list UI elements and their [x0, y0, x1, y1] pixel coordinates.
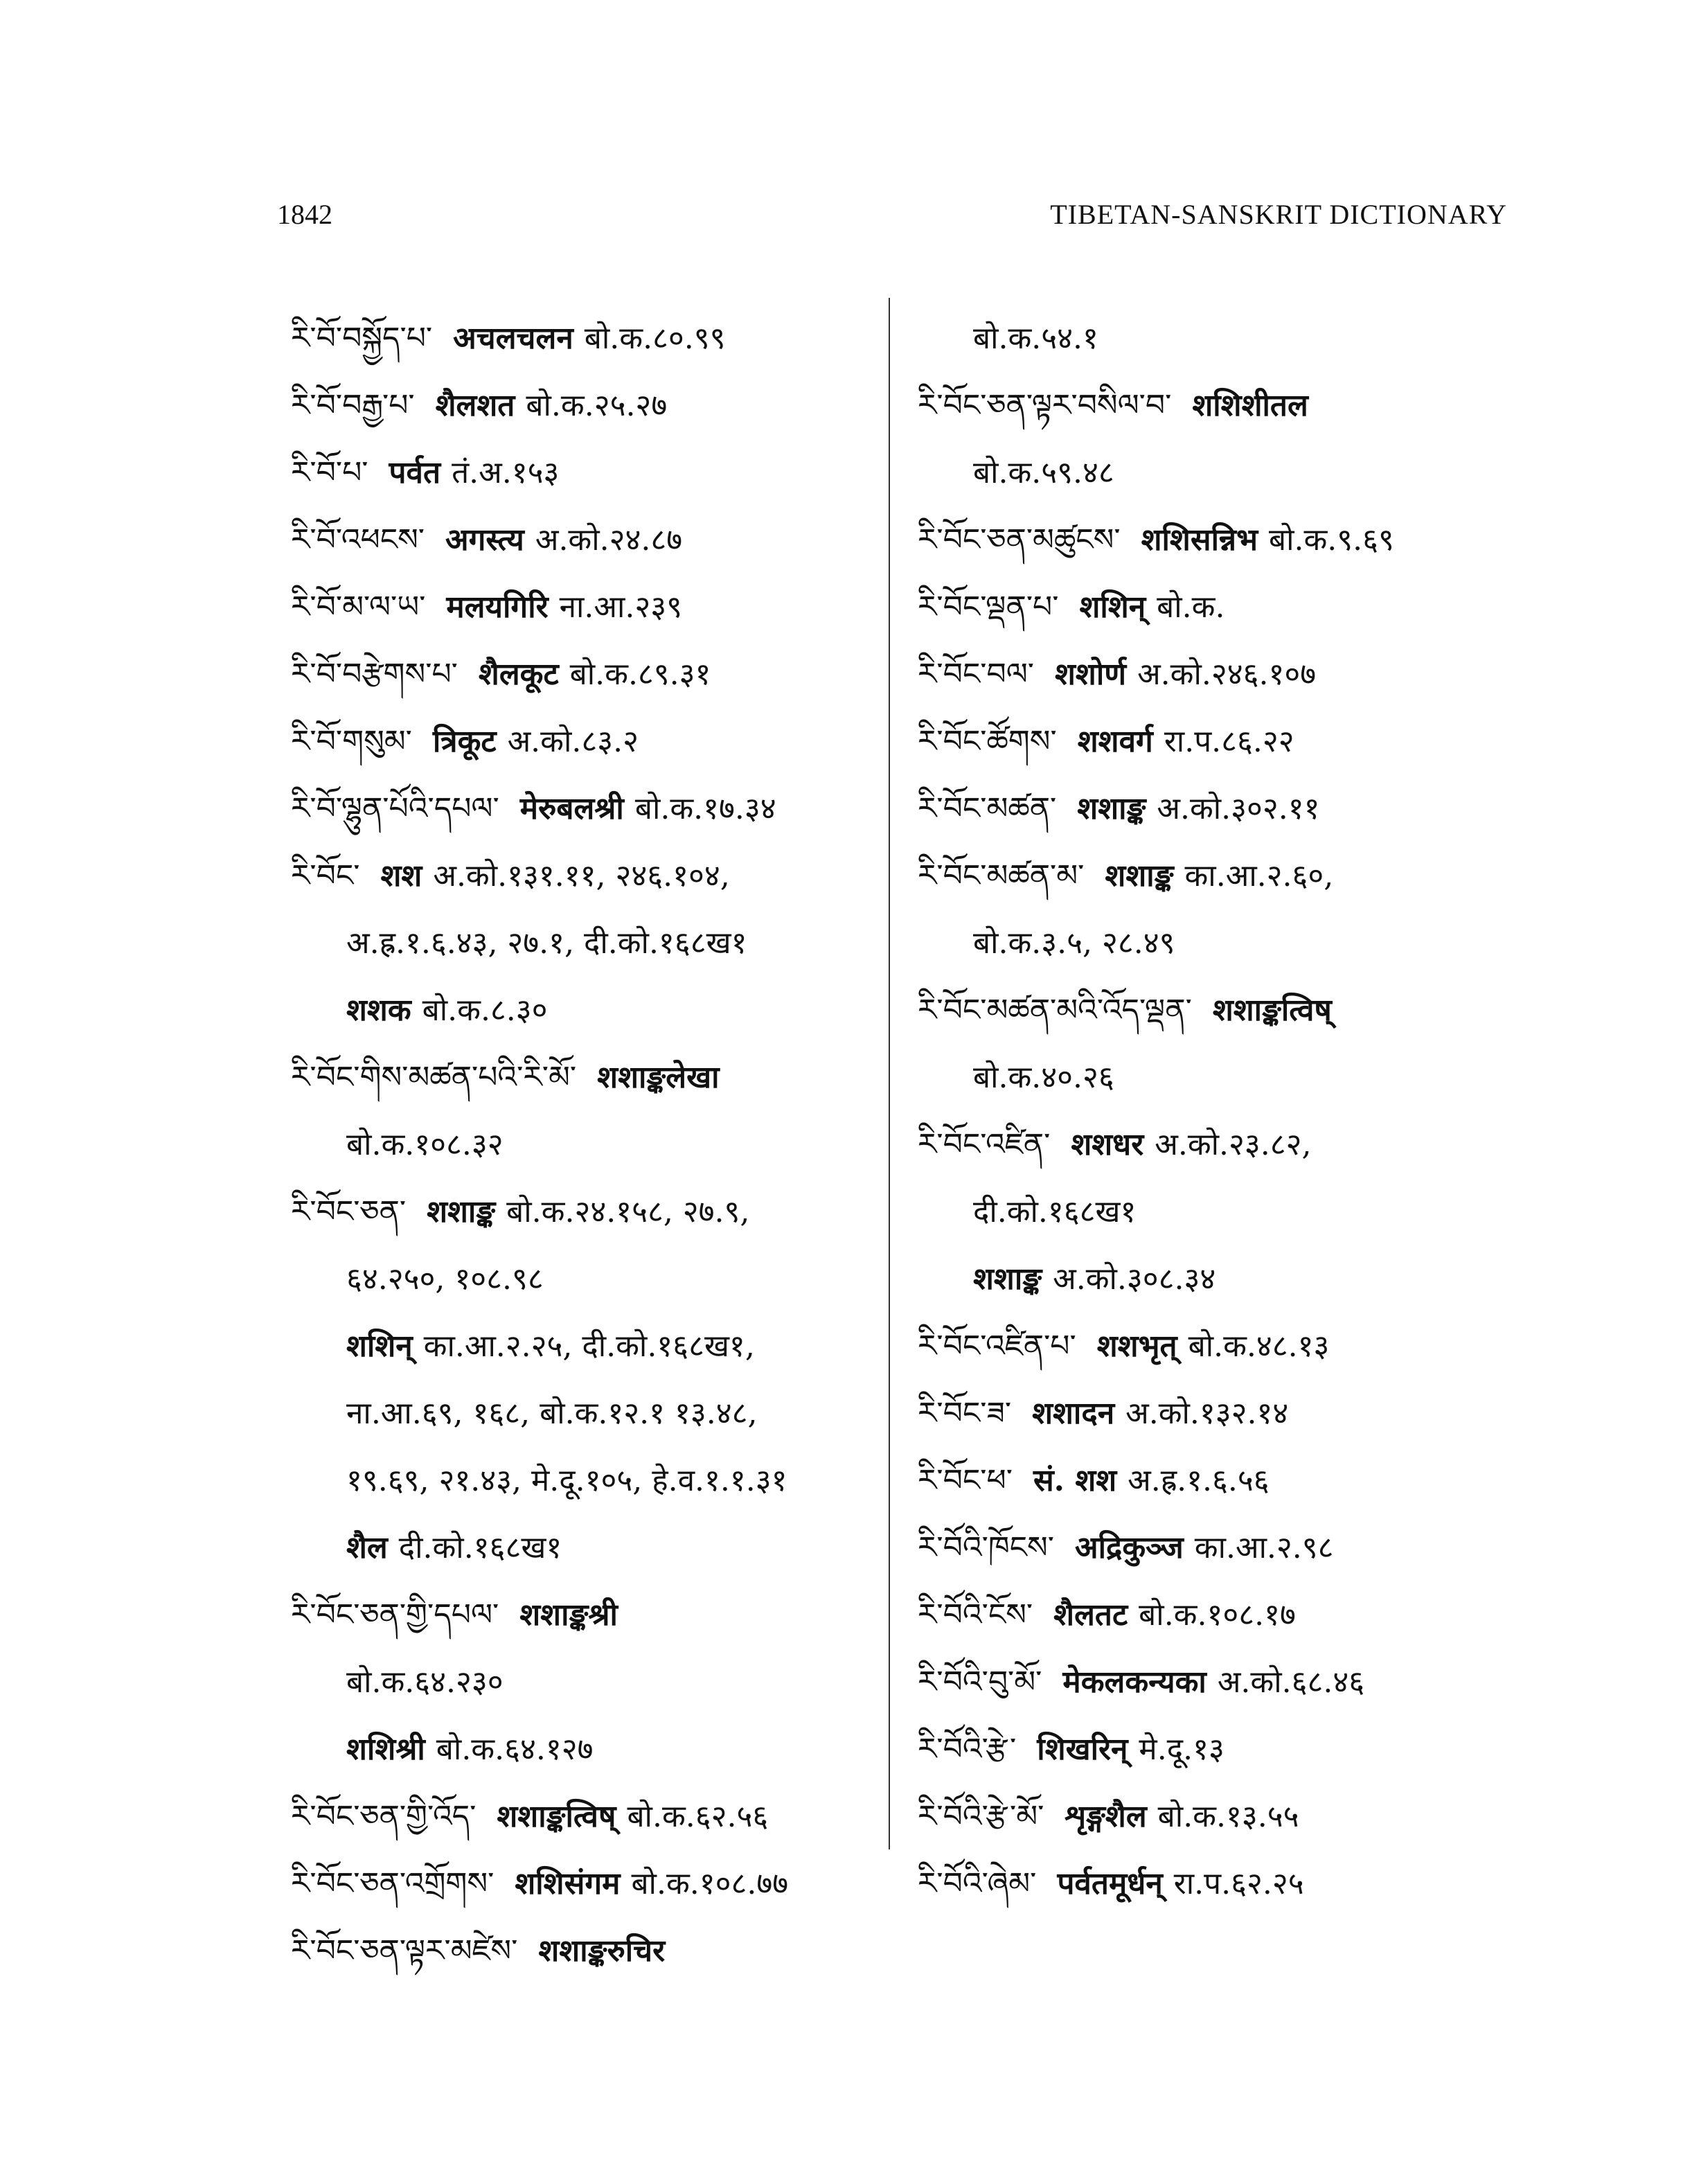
- tibetan-headword: རི་བོང་ཚོགས་: [918, 724, 1057, 759]
- dictionary-entry: [918, 842, 1541, 909]
- tibetan-headword: རི་བོ་བརྒྱ་པ་: [291, 388, 415, 423]
- sanskrit-equivalent: शशभृत्: [1096, 1329, 1177, 1364]
- tibetan-headword: རི་བོང་ཅན་འགྲོགས་: [291, 1866, 495, 1901]
- tibetan-headword: རི་བོང་ཅན་ལྟར་མཛེས་: [291, 1933, 518, 1969]
- sanskrit-equivalent: शशोर्ण: [1055, 657, 1127, 692]
- dictionary-entry: [918, 506, 1541, 574]
- dictionary-entry: [291, 842, 873, 909]
- source-reference: बो.क.८.३०: [422, 993, 548, 1028]
- tibetan-headword: རི་བོང་ཅན་གྱི་དཔལ་: [291, 1597, 499, 1633]
- entry-continuation-line: [291, 1245, 873, 1313]
- column-divider: [889, 298, 890, 1849]
- source-reference: अ.को.१३१.११, २४६.१०४,: [433, 858, 730, 894]
- source-reference: मे.दू.१३: [1139, 1732, 1224, 1767]
- sanskrit-equivalent: शैलकूट: [478, 657, 559, 692]
- entry-continuation-line: [918, 1245, 1541, 1313]
- sanskrit-equivalent: शैल: [346, 1530, 388, 1565]
- sanskrit-equivalent: शशाङ्क: [973, 1261, 1042, 1297]
- source-reference: ६४.२५०, १०८.९८: [346, 1261, 544, 1297]
- tibetan-headword: རི་བོང་མཚན་མའི་འོད་ལྡན་: [918, 993, 1192, 1028]
- source-reference: का.आ.२.२५, दी.को.१६८ख१,: [423, 1329, 755, 1364]
- source-reference: अ.को.३०८.३४: [1053, 1261, 1216, 1297]
- tibetan-headword: རི་བོང་ཅན་མཚུངས་: [918, 522, 1121, 558]
- entry-continuation-line: [918, 1178, 1541, 1245]
- sanskrit-equivalent: शशवर्ग: [1077, 724, 1153, 759]
- source-reference: अ.को.८३.२: [507, 724, 639, 759]
- dictionary-entry: [291, 574, 873, 641]
- tibetan-headword: རི་བོའི་རྩེ་: [918, 1732, 1017, 1767]
- sanskrit-equivalent: शिखरिन्: [1037, 1732, 1128, 1767]
- sanskrit-equivalent: शश: [380, 858, 422, 894]
- source-reference: बो.क.३.५, २८.४९: [973, 925, 1175, 961]
- dictionary-entry: [918, 574, 1541, 641]
- tibetan-headword: རི་བོང་མཚན་: [918, 791, 1057, 826]
- dictionary-entry: [291, 1783, 873, 1850]
- source-reference: बो.क.: [1157, 589, 1225, 625]
- entry-continuation-line: [291, 1649, 873, 1716]
- tibetan-headword: རི་བོ་མ་ལ་ཡ་: [291, 589, 426, 625]
- tibetan-headword: རི་བོང་ཟ་: [918, 1396, 1012, 1431]
- dictionary-entry: [918, 1716, 1541, 1783]
- source-reference: अ.को.६८.४६: [1217, 1664, 1365, 1700]
- dictionary-entry: [918, 1649, 1541, 1716]
- source-reference: बो.क.१७.३४: [634, 791, 776, 826]
- source-reference: अ.को.२४६.१०७: [1137, 657, 1317, 692]
- dictionary-entry: [918, 1850, 1541, 1917]
- source-reference: अ.ह्र.१.६.४३, २७.१, दी.को.१६८ख१: [346, 925, 747, 961]
- source-reference: ना.आ.६९, १६८, बो.क.१२.१ १३.४८,: [346, 1396, 758, 1431]
- source-reference: अ.को.३०२.११: [1157, 791, 1320, 826]
- tibetan-headword: རི་བོའི་ཞེམ་: [918, 1866, 1037, 1901]
- dictionary-entry: [291, 439, 873, 506]
- sanskrit-equivalent: शशक: [346, 993, 411, 1028]
- dictionary-entry: [291, 708, 873, 775]
- dictionary-entry: [291, 372, 873, 439]
- tibetan-headword: རི་བོའི་བུ་མོ་: [918, 1664, 1042, 1700]
- dictionary-entry: [291, 1581, 873, 1649]
- sanskrit-equivalent: शशिसन्निभ: [1141, 522, 1258, 558]
- entry-continuation-line: [291, 977, 873, 1044]
- tibetan-headword: རི་བོང་མཚན་མ་: [918, 858, 1085, 894]
- source-reference: दी.को.१६८ख१: [973, 1194, 1137, 1229]
- left-column: [291, 305, 873, 1985]
- sanskrit-equivalent: मेरुबलश्री: [519, 791, 624, 826]
- sanskrit-equivalent: मेकलकन्यका: [1062, 1664, 1206, 1700]
- dictionary-entry: [918, 1581, 1541, 1649]
- source-reference: बो.क.५४.१: [973, 321, 1098, 356]
- source-reference: रा.प.८६.२२: [1164, 724, 1294, 759]
- source-reference: अ.को.१३२.१४: [1125, 1396, 1289, 1431]
- source-reference: बो.क.४०.२६: [973, 1060, 1114, 1095]
- sanskrit-equivalent: पर्वतमूर्धन्: [1057, 1866, 1163, 1901]
- page-number: 1842: [277, 199, 332, 230]
- dictionary-entry: [918, 1313, 1541, 1380]
- source-reference: तं.अ.१५३: [452, 455, 560, 490]
- source-reference: बो.क.८९.३१: [569, 657, 711, 692]
- tibetan-headword: རི་བོ་འཕངས་: [291, 522, 425, 558]
- entry-continuation-line: [291, 1111, 873, 1178]
- tibetan-headword: རི་བོའི་རྩེ་མོ་: [918, 1799, 1044, 1834]
- sanskrit-equivalent: शशाङ्क: [1105, 858, 1174, 894]
- entry-continuation-line: [291, 1380, 873, 1447]
- source-reference: अ.को.२३.८२,: [1155, 1127, 1312, 1162]
- sanskrit-equivalent: शशिश्री: [346, 1732, 425, 1767]
- source-reference: बो.क.५९.४८: [973, 455, 1114, 490]
- dictionary-entry: [918, 1447, 1541, 1514]
- entry-continuation-line: [918, 1044, 1541, 1111]
- tibetan-headword: རི་བོ་གསུམ་: [291, 724, 412, 759]
- tibetan-headword: རི་བོང་ཅན་: [291, 1194, 407, 1229]
- sanskrit-equivalent: शैलतट: [1053, 1597, 1128, 1633]
- sanskrit-equivalent: शशिसंगम: [515, 1866, 621, 1901]
- sanskrit-equivalent: शशाङ्कत्विष्: [1212, 993, 1332, 1028]
- dictionary-entry: [291, 506, 873, 574]
- dictionary-entry: [918, 1514, 1541, 1581]
- sanskrit-equivalent: शशिन्: [1079, 589, 1146, 625]
- source-reference: दी.को.१६८ख१: [398, 1530, 562, 1565]
- dictionary-entry: [291, 775, 873, 842]
- source-reference: का.आ.२.९८: [1194, 1530, 1334, 1565]
- sanskrit-equivalent: शैलशत: [435, 388, 515, 423]
- sanskrit-equivalent: शशाङ्कलेखा: [597, 1060, 720, 1095]
- sanskrit-equivalent: त्रिकूट: [432, 724, 497, 759]
- sanskrit-equivalent: शृङ्गशैल: [1065, 1799, 1147, 1834]
- dictionary-entry: [918, 1783, 1541, 1850]
- entry-continuation-line: [291, 1716, 873, 1783]
- dictionary-entry: [918, 641, 1541, 708]
- source-reference: बो.क.६४.१२७: [436, 1732, 594, 1767]
- sanskrit-equivalent: शशिन्: [346, 1329, 413, 1364]
- tibetan-headword: རི་བོ་བསྐྱོད་པ་: [291, 321, 433, 356]
- sanskrit-equivalent: शशाङ्कश्री: [519, 1597, 618, 1633]
- source-reference: बो.क.२५.२७: [526, 388, 668, 423]
- entry-continuation-line: [918, 305, 1541, 372]
- source-reference: बो.क.९.६९: [1269, 522, 1394, 558]
- source-reference: अ.ह्र.१.६.५६: [1128, 1463, 1270, 1498]
- dictionary-entry: [918, 708, 1541, 775]
- sanskrit-equivalent: शशाङ्करुचिर: [538, 1933, 666, 1969]
- tibetan-headword: རི་བོང་ཕ་: [918, 1463, 1013, 1498]
- source-reference: बो.क.८०.९९: [584, 321, 726, 356]
- tibetan-headword: རི་བོ་པ་: [291, 455, 368, 490]
- sanskrit-equivalent: शशधर: [1071, 1127, 1144, 1162]
- source-reference: का.आ.२.६०,: [1184, 858, 1334, 894]
- sanskrit-equivalent: अचलचलन: [453, 321, 573, 356]
- entry-continuation-line: [918, 439, 1541, 506]
- dictionary-entry: [291, 641, 873, 708]
- sanskrit-equivalent: सं. शश: [1033, 1463, 1117, 1498]
- source-reference: बो.क.१०८.३२: [346, 1127, 504, 1162]
- dictionary-entry: [918, 775, 1541, 842]
- source-reference: बो.क.६४.२३०: [346, 1664, 504, 1700]
- dictionary-entry: [291, 305, 873, 372]
- dictionary-entry: [291, 1044, 873, 1111]
- right-column: [918, 305, 1541, 1917]
- dictionary-entry: [918, 977, 1541, 1044]
- entry-continuation-line: [291, 1313, 873, 1380]
- running-head-title: TIBETAN-SANSKRIT DICTIONARY: [1050, 199, 1507, 230]
- dictionary-entry: [291, 1850, 873, 1917]
- tibetan-headword: རི་བོའི་ངོས་: [918, 1597, 1033, 1633]
- sanskrit-equivalent: मलयगिरि: [446, 589, 549, 625]
- tibetan-headword: རི་བོང་གིས་མཚན་པའི་རི་མོ་: [291, 1060, 577, 1095]
- sanskrit-equivalent: शशिशीतल: [1192, 388, 1308, 423]
- sanskrit-equivalent: अद्रिकुञ्ज: [1074, 1530, 1184, 1565]
- sanskrit-equivalent: शशादन: [1032, 1396, 1115, 1431]
- source-reference: बो.क.४८.१३: [1188, 1329, 1330, 1364]
- tibetan-headword: རི་བོང་ཅན་ལྟར་བསིལ་བ་: [918, 388, 1172, 423]
- dictionary-entry: [918, 1111, 1541, 1178]
- sanskrit-equivalent: शशाङ्क: [427, 1194, 496, 1229]
- source-reference: बो.क.२४.१५८, २७.९,: [506, 1194, 750, 1229]
- entry-continuation-line: [291, 909, 873, 977]
- sanskrit-equivalent: शशाङ्क: [1077, 791, 1146, 826]
- tibetan-headword: རི་བོང་ཅན་གྱི་འོད་: [291, 1799, 477, 1834]
- tibetan-headword: རི་བོང་ལྡན་པ་: [918, 589, 1059, 625]
- dictionary-entry: [918, 1380, 1541, 1447]
- tibetan-headword: རི་བོའི་ཁོངས་: [918, 1530, 1054, 1565]
- source-reference: रा.प.६२.२५: [1173, 1866, 1304, 1901]
- source-reference: ना.आ.२३९: [559, 589, 682, 625]
- sanskrit-equivalent: शशाङ्कत्विष्: [497, 1799, 616, 1834]
- source-reference: बो.क.६२.५६: [627, 1799, 769, 1834]
- tibetan-headword: རི་བོང་འཛིན་: [918, 1127, 1051, 1162]
- tibetan-headword: རི་བོང་: [291, 858, 360, 894]
- tibetan-headword: རི་བོང་འཛིན་པ་: [918, 1329, 1076, 1364]
- tibetan-headword: རི་བོ་ལྷུན་པོའི་དཔལ་: [291, 791, 499, 826]
- sanskrit-equivalent: पर्वत: [389, 455, 441, 490]
- entry-continuation-line: [291, 1447, 873, 1514]
- source-reference: १९.६९, २१.४३, मे.दू.१०५, हे.व.१.१.३१: [346, 1463, 787, 1498]
- dictionary-entry: [291, 1178, 873, 1245]
- sanskrit-equivalent: अगस्त्य: [445, 522, 524, 558]
- source-reference: बो.क.१०८.७७: [631, 1866, 789, 1901]
- dictionary-entry: [918, 372, 1541, 439]
- source-reference: बो.क.१०८.१७: [1139, 1597, 1296, 1633]
- source-reference: बो.क.१३.५५: [1157, 1799, 1299, 1834]
- source-reference: अ.को.२४.८७: [535, 522, 683, 558]
- tibetan-headword: རི་བོང་བལ་: [918, 657, 1034, 692]
- dictionary-entry: [291, 1917, 873, 1985]
- entry-continuation-line: [291, 1514, 873, 1581]
- tibetan-headword: རི་བོ་བརྩེགས་པ་: [291, 657, 458, 692]
- entry-continuation-line: [918, 909, 1541, 977]
